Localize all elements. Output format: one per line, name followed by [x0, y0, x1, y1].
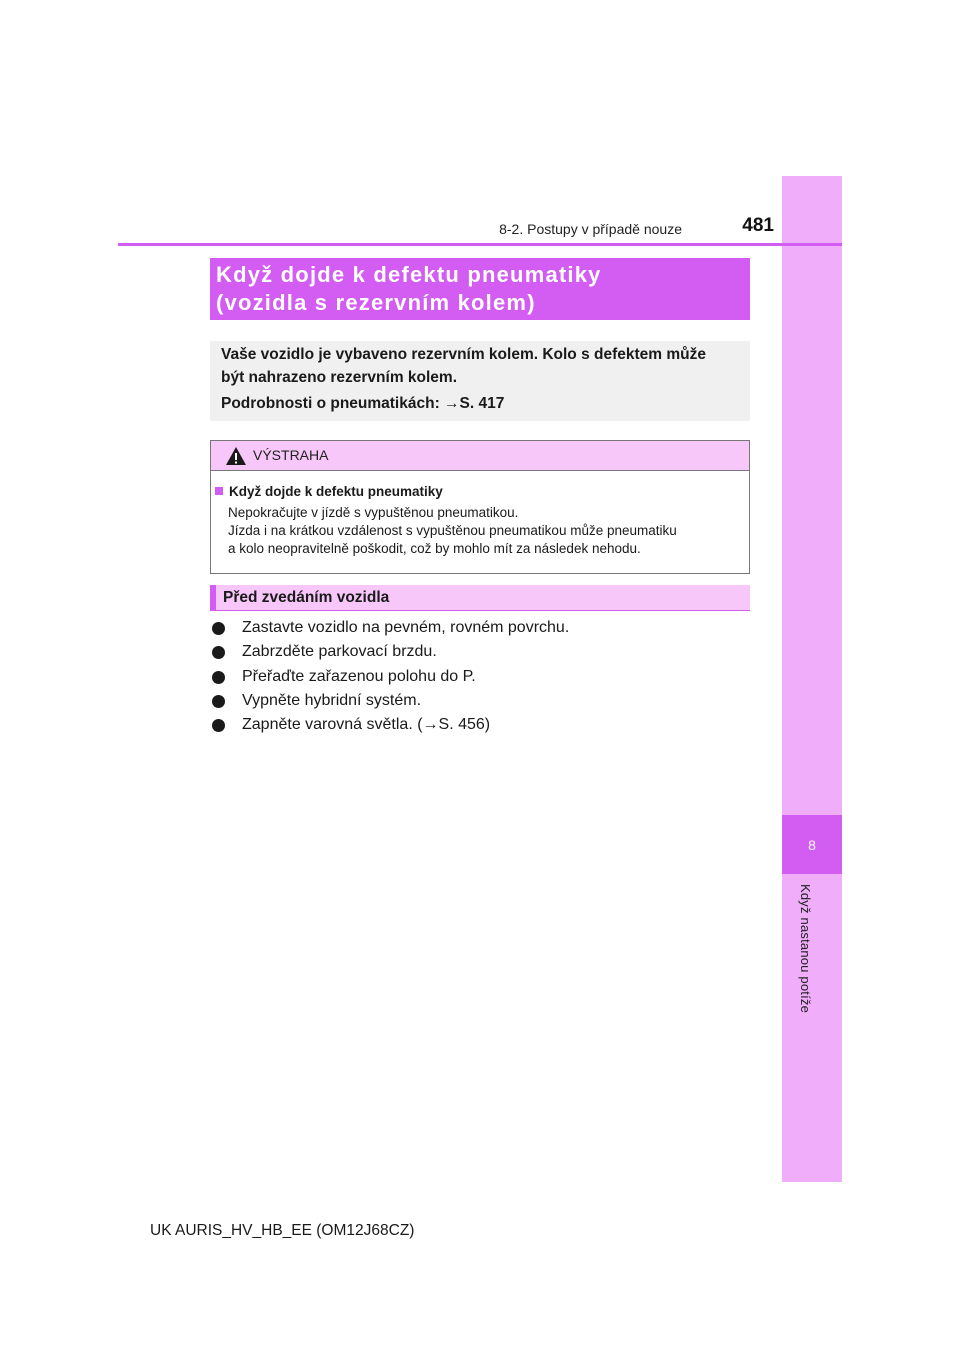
- square-marker-icon: [215, 487, 223, 495]
- warning-body-line: Nepokračujte v jízdě s vypuštěnou pneumatikou.: [228, 505, 519, 520]
- page-title-line1: Když dojde k defektu pneumatiky: [216, 262, 602, 287]
- bullet-dot-icon: [212, 671, 225, 684]
- warning-triangle-icon: [225, 446, 247, 466]
- page-title-box: [210, 258, 750, 320]
- list-item: [212, 713, 752, 737]
- warning-subheading-text: Když dojde k defektu pneumatiky: [229, 484, 443, 499]
- list-item-text: Zapněte varovná světla. (→S. 456): [242, 716, 491, 734]
- section-heading: [210, 585, 750, 611]
- intro-box: [210, 341, 750, 421]
- list-item: [212, 616, 752, 640]
- warning-body-line: a kolo neopravitelně poškodit, což by mohlo mít za následek nehodu.: [228, 541, 641, 556]
- list-item: [212, 665, 752, 689]
- intro-line-1: Vaše vozidlo je vybaveno rezervním kolem. Kolo s defektem může: [221, 346, 706, 363]
- warning-box: [210, 440, 750, 574]
- list-item-text: Zastavte vozidlo na pevném, rovném povrchu.: [242, 619, 570, 636]
- bullet-list: [212, 616, 752, 737]
- warning-header: [211, 441, 749, 471]
- warning-body: [228, 504, 743, 558]
- header-rule: [118, 243, 842, 246]
- footer-model-code: UK AURIS_HV_HB_EE (OM12J68CZ): [150, 1222, 415, 1239]
- list-item: [212, 640, 752, 664]
- list-item-text: Zabrzděte parkovací brzdu.: [242, 643, 437, 661]
- page-number: 481: [742, 215, 774, 236]
- bullet-dot-icon: [212, 695, 225, 708]
- list-item: [212, 689, 752, 713]
- bullet-dot-icon: [212, 719, 225, 732]
- warning-subheading: [215, 484, 443, 499]
- section-heading-text: Před zvedáním vozidla: [223, 589, 390, 606]
- intro-line-3: Podrobnosti o pneumatikách: →S. 417: [221, 395, 505, 412]
- page-title-line2: (vozidla s rezervním kolem): [216, 290, 536, 315]
- bullet-dot-icon: [212, 646, 225, 659]
- intro-line-2: být nahrazeno rezervním kolem.: [221, 369, 458, 386]
- bullet-dot-icon: [212, 622, 225, 635]
- chapter-number: 8: [782, 815, 842, 874]
- warning-body-line: Jízda i na krátkou vzdálenost s vypuštěnou pneumatikou může pneumatiku: [228, 523, 677, 538]
- list-item-text: Vypněte hybridní systém.: [242, 691, 422, 709]
- header-section-title: 8-2. Postupy v případě nouze: [499, 221, 682, 237]
- chapter-title-vertical: [782, 884, 842, 1034]
- list-item-text: Přeřaďte zařazenou polohu do P.: [242, 667, 476, 685]
- chapter-title: Když nastanou potíže: [798, 884, 813, 1014]
- warning-label: VÝSTRAHA: [253, 447, 329, 463]
- page-title: [216, 261, 741, 317]
